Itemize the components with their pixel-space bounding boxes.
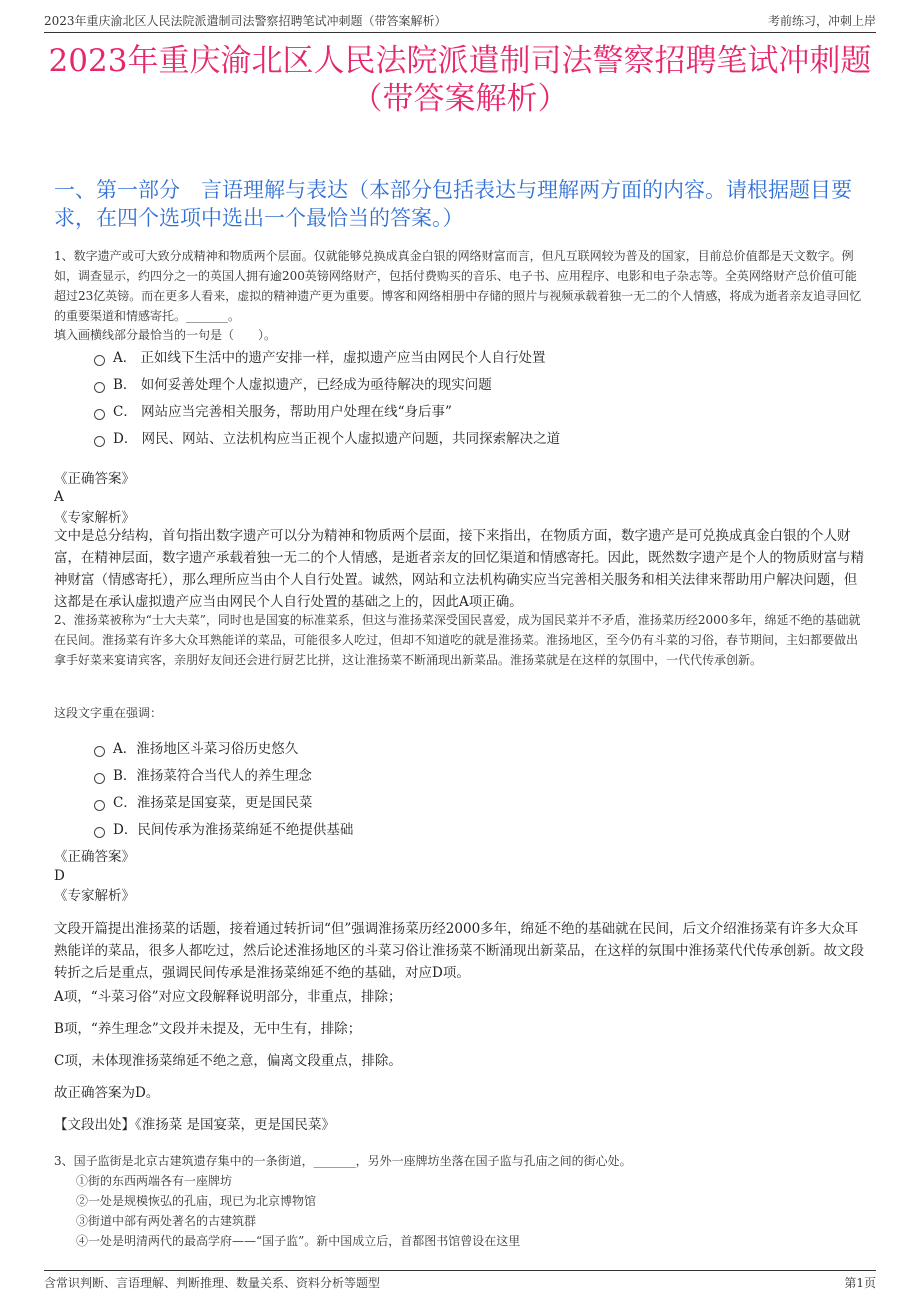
radio-icon[interactable] bbox=[94, 382, 105, 393]
q2-answer-label: 《正确答案》 bbox=[54, 849, 135, 865]
q1-answer-label: 《正确答案》 bbox=[54, 471, 135, 487]
q2-note-a: A项，“斗菜习俗”对应文段解释说明部分，非重点，排除； bbox=[54, 989, 402, 1005]
q2-conclusion: 故正确答案为D。 bbox=[54, 1085, 160, 1101]
q1-option-b[interactable] bbox=[94, 373, 492, 393]
q2-note-c: C项，未体现淮扬菜绵延不绝之意，偏离文段重点，排除。 bbox=[54, 1053, 402, 1069]
q2-prompt: 这段文字重在强调： bbox=[54, 706, 163, 720]
q2-answer: D bbox=[54, 868, 65, 884]
q2-option-b[interactable] bbox=[94, 764, 312, 784]
radio-icon[interactable] bbox=[94, 355, 105, 366]
q2-option-a[interactable] bbox=[94, 737, 298, 757]
q1-option-d[interactable] bbox=[94, 427, 560, 447]
page-title bbox=[40, 42, 880, 118]
option-label: D．民间传承为淮扬菜绵延不绝提供基础 bbox=[113, 822, 354, 838]
q3-item-3: ③街道中部有两处著名的古建筑群 bbox=[76, 1214, 257, 1228]
option-label: A． 正如线下生活中的遗产安排一样，虚拟遗产应当由网民个人自行处置 bbox=[113, 350, 546, 366]
page-header bbox=[44, 12, 876, 33]
q3-item-4: ④一处是明清两代的最高学府——“国子监”。新中国成立后，首都图书馆曾设在这里 bbox=[76, 1234, 521, 1248]
q3-stem: 3、国子监街是北京古建筑遗存集中的一条街道，_______，另外一座牌坊坐落在国子监与孔庙之间的街心处。 bbox=[54, 1154, 632, 1168]
q3-item-2: ②一处是规模恢弘的孔庙，现已为北京博物馆 bbox=[76, 1194, 317, 1208]
q2-analysis: 文段开篇提出淮扬菜的话题，接着通过转折词“但”强调淮扬菜历经2000多年，绵延不绝的基础就在民间，后文介绍淮扬菜有许多大众耳熟能详的菜品，很多人都吃过，然后论述淮扬地区的斗菜习俗让淮扬菜不断涌现出新菜品，在这样的氛围中淮扬菜代代传承创新。故文段转折之后是重点，强调民间传承是淮扬菜绵延不绝的基础，对应D项。 bbox=[54, 921, 864, 981]
radio-icon[interactable] bbox=[94, 746, 105, 757]
option-label: A．淮扬地区斗菜习俗历史悠久 bbox=[113, 741, 299, 757]
option-label: C．淮扬菜是国宴菜，更是国民菜 bbox=[113, 795, 313, 811]
option-label: D． 网民、网站、立法机构应当正视个人虚拟遗产问题，共同探索解决之道 bbox=[113, 431, 561, 447]
radio-icon[interactable] bbox=[94, 409, 105, 420]
header-doc-title: 2023年重庆渝北区人民法院派遣制司法警察招聘笔试冲刺题（带答案解析） bbox=[44, 14, 447, 28]
q2-option-d[interactable] bbox=[94, 818, 353, 838]
option-label: B． 如何妥善处理个人虚拟遗产，已经成为亟待解决的现实问题 bbox=[113, 377, 492, 393]
q1-option-a[interactable] bbox=[94, 346, 546, 366]
page-number: 第1页 bbox=[844, 1276, 876, 1290]
q2-note-b: B项，“养生理念”文段并未提及，无中生有，排除； bbox=[54, 1021, 362, 1037]
radio-icon[interactable] bbox=[94, 773, 105, 784]
q2-analysis-label: 《专家解析》 bbox=[54, 888, 135, 904]
page-title-line2: （带答案解析） bbox=[351, 81, 569, 117]
q1-option-c[interactable] bbox=[94, 400, 452, 420]
q1-answer: A bbox=[54, 489, 64, 505]
q2-source: 【文段出处】《淮扬菜 是国宴菜，更是国民菜》 bbox=[54, 1117, 336, 1133]
section-heading: 一、第一部分 言语理解与表达（本部分包括表达与理解两方面的内容。请根据题目要求，在四个选项中选出一个最恰当的答案。） bbox=[54, 178, 852, 230]
q1-stem: 1、数字遗产或可大致分成精神和物质两个层面。仅就能够兑换成真金白银的网络财富而言，但凡互联网较为普及的国家，目前总价值都是天文数字。例如，调查显示，约四分之一的英国人拥有逾200英镑网络财产，包括付费购买的音乐、电子书、应用程序、电影和电子杂志等。全英网络财产总价值可能超过23亿英镑。而在更多人看来，虚拟的精神遗产更为重要。博客和网络相册中存储的照片与视频承载着独一无二的个人情感，将成为逝者亲友追寻回忆的重要渠道和情感寄托。_______。 bbox=[54, 249, 862, 323]
q1-analysis: 文中是总分结构，首句指出数字遗产可以分为精神和物质两个层面，接下来指出，在物质方面，数字遗产是可兑换成真金白银的个人财富，在精神层面，数字遗产承载着独一无二的个人情感，是逝者亲友的回忆渠道和情感寄托。因此，既然数字遗产是个人的物质财富与精神财富（情感寄托），那么理所应当由个人自行处置。诚然，网站和立法机构确实应当完善相关服务和相关法律来帮助用户解决问题，但这都是在承认虚拟遗产应当由网民个人自行处置的基础之上的，因此A项正确。 bbox=[54, 528, 864, 610]
q1-analysis-label: 《专家解析》 bbox=[54, 510, 135, 526]
q2-option-c[interactable] bbox=[94, 791, 312, 811]
q2-stem: 2、淮扬菜被称为“士大夫菜”，同时也是国宴的标准菜系，但这与淮扬菜深受国民喜爱，成为国民菜并不矛盾，淮扬菜历经2000多年，绵延不绝的基础就在民间。淮扬菜有许多大众耳熟能详的菜品，可能很多人吃过，但却不知道吃的就是淮扬菜。淮扬地区，至今仍有斗菜的习俗，春节期间，主妇都要做出拿手好菜来宴请宾客，亲朋好友间还会进行厨艺比拼，这让淮扬菜不断涌现出新菜品。淮扬菜就是在这样的氛围中，一代代传承创新。 bbox=[54, 613, 861, 667]
q3-item-1: ①街的东西两端各有一座牌坊 bbox=[76, 1174, 233, 1188]
option-label: C． 网站应当完善相关服务，帮助用户处理在线“身后事” bbox=[113, 404, 452, 420]
option-label: B．淮扬菜符合当代人的养生理念 bbox=[113, 768, 312, 784]
footer-topics: 含常识判断、言语理解、判断推理、数量关系、资料分析等题型 bbox=[44, 1276, 381, 1290]
page-title-line1: 2023年重庆渝北区人民法院派遣制司法警察招聘笔试冲刺题 bbox=[48, 43, 872, 79]
page-footer bbox=[44, 1270, 876, 1291]
header-slogan: 考前练习，冲刺上岸 bbox=[767, 14, 876, 28]
radio-icon[interactable] bbox=[94, 800, 105, 811]
q1-prompt: 填入画横线部分最恰当的一句是（ ）。 bbox=[54, 328, 277, 342]
radio-icon[interactable] bbox=[94, 436, 105, 447]
radio-icon[interactable] bbox=[94, 827, 105, 838]
